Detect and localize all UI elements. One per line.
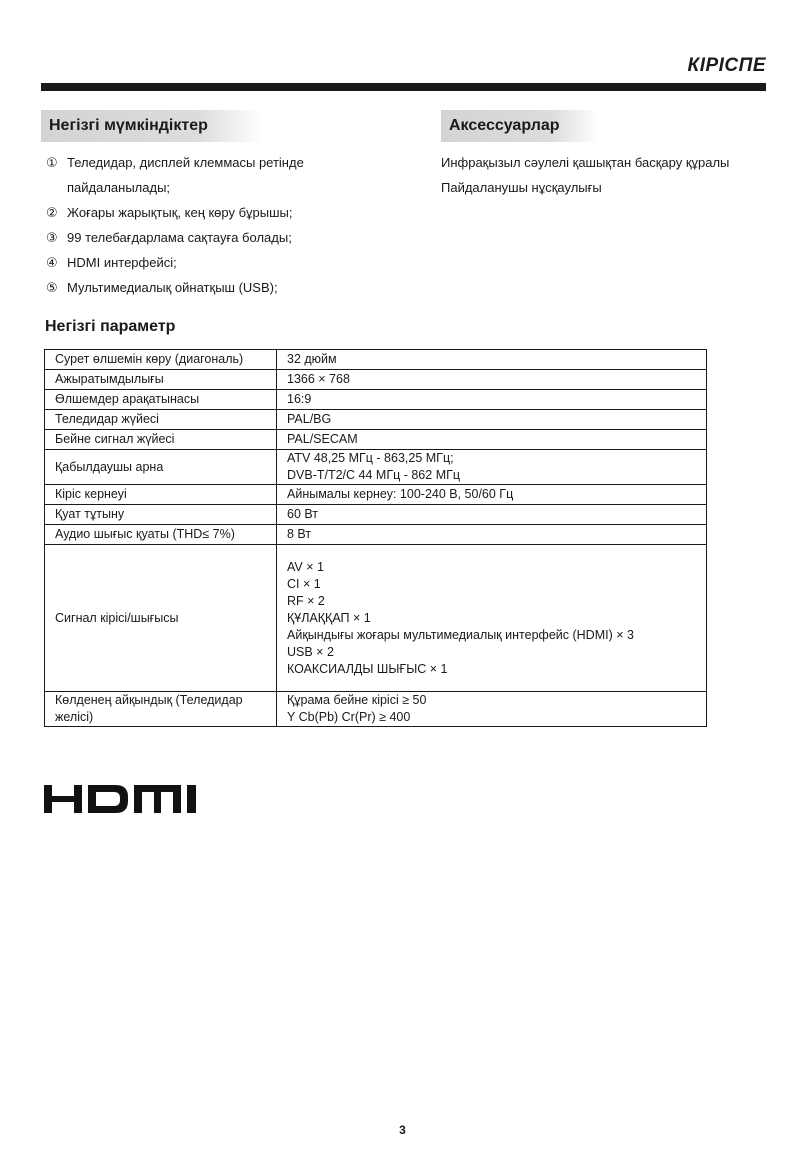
feature-item — [46, 250, 304, 275]
param-value-line: RF × 2 — [287, 593, 325, 608]
param-label: Қуат тұтыну — [45, 505, 277, 525]
param-label: Кіріс кернеуі — [45, 485, 277, 505]
param-value-line: КОАКСИАЛДЫ ШЫҒЫС × 1 — [287, 661, 448, 676]
param-label: Қабылдаушы арна — [45, 450, 277, 485]
param-label: Аудио шығыс қуаты (THD≤ 7%) — [45, 525, 277, 545]
param-value: 60 Вт — [277, 505, 707, 525]
param-value-line: CI × 1 — [287, 576, 321, 591]
param-label: Көлденең айқындық (Теледидар желісі) — [45, 692, 277, 727]
param-value — [277, 692, 707, 727]
param-value — [277, 450, 707, 485]
param-value: 1366 × 768 — [277, 370, 707, 390]
param-value: 8 Вт — [277, 525, 707, 545]
param-value-line: ATV 48,25 МГц - 863,25 МГц; — [287, 451, 454, 465]
feature-text: Жоғары жарықтық, кең көру бұрышы; — [67, 205, 293, 220]
table-row — [45, 410, 707, 430]
feature-text: 99 телебағдарлама сақтауға болады; — [67, 230, 292, 245]
accessories-section-title: Аксессуарлар — [441, 110, 599, 142]
param-value: 32 дюйм — [277, 350, 707, 370]
param-label: Сурет өлшемін көру (диагональ) — [45, 350, 277, 370]
param-value-line: AV × 1 — [287, 559, 324, 574]
page-number: 3 — [399, 1123, 406, 1137]
feature-item — [46, 150, 304, 200]
feature-number: ⑤ — [46, 280, 58, 295]
param-value-line: DVB-T/T2/C 44 МГц - 862 МГц — [287, 468, 461, 482]
param-label: Бейне сигнал жүйесі — [45, 430, 277, 450]
feature-item — [46, 225, 304, 250]
page-header-title: КІРІСПЕ — [687, 55, 766, 76]
param-value-line: Y Cb(Pb) Cr(Pr) ≥ 400 — [287, 710, 411, 724]
param-label: Сигнал кірісі/шығысы — [45, 545, 277, 692]
param-value-line: Құрама бейне кірісі ≥ 50 — [287, 693, 427, 707]
feature-text: Теледидар, дисплей клеммасы ретінде — [67, 155, 304, 170]
feature-item — [46, 200, 304, 225]
feature-text: HDMI интерфейсі; — [67, 255, 177, 270]
table-row — [45, 485, 707, 505]
feature-item — [46, 275, 304, 300]
hdmi-logo-graphic — [44, 785, 204, 815]
param-label: Теледидар жүйесі — [45, 410, 277, 430]
param-value: PAL/SECAM — [277, 430, 707, 450]
feature-list — [46, 150, 304, 300]
accessory-item: Пайдаланушы нұсқаулығы — [441, 180, 602, 195]
hdmi-logo — [44, 785, 204, 820]
table-row — [45, 692, 707, 727]
param-value: PAL/BG — [277, 410, 707, 430]
param-value-line: USB × 2 — [287, 644, 334, 659]
feature-number: ③ — [46, 230, 58, 245]
feature-number: ④ — [46, 255, 58, 270]
param-value-line: ҚҰЛАҚҚАП × 1 — [287, 610, 371, 625]
accessory-item: Инфрақызыл сәулелі қашықтан басқару құралы — [441, 155, 730, 170]
feature-number: ② — [46, 205, 58, 220]
param-label: Өлшемдер арақатынасы — [45, 390, 277, 410]
table-row — [45, 390, 707, 410]
accessories-list — [441, 150, 729, 200]
param-value: 16:9 — [277, 390, 707, 410]
table-row — [45, 430, 707, 450]
table-row — [45, 505, 707, 525]
feature-text: пайдаланылады; — [67, 180, 171, 195]
table-row — [45, 370, 707, 390]
param-label: Ажыратымдылығы — [45, 370, 277, 390]
param-value: Айнымалы кернеу: 100-240 В, 50/60 Гц — [277, 485, 707, 505]
param-value — [277, 545, 707, 692]
table-row — [45, 450, 707, 485]
params-section-title: Негізгі параметр — [45, 318, 176, 335]
features-section-title: Негізгі мүмкіндіктер — [41, 110, 264, 142]
feature-text: Мультимедиалық ойнатқыш (USB); — [67, 280, 278, 295]
table-row — [45, 525, 707, 545]
header-rule — [41, 83, 766, 91]
feature-number: ① — [46, 155, 58, 170]
param-value-line: Айқындығы жоғары мультимедиалық интерфейс (HDMI) × 3 — [287, 627, 634, 642]
table-row — [45, 350, 707, 370]
table-row — [45, 545, 707, 692]
params-table — [44, 349, 707, 727]
